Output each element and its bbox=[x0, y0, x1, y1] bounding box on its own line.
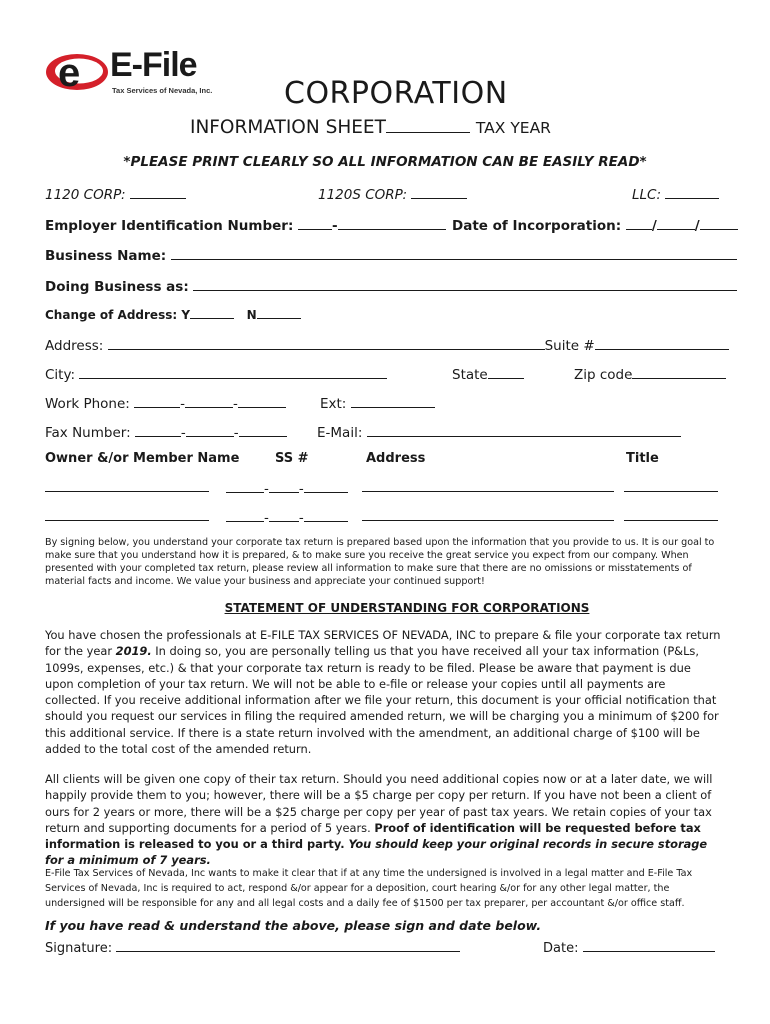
email-label: E-Mail: bbox=[317, 425, 363, 441]
sign-instruction: If you have read & understand the above, please sign and date below. bbox=[45, 918, 542, 933]
address-row bbox=[45, 336, 729, 354]
owner-address-header: Address bbox=[366, 451, 426, 466]
owner-2-ss-part-2[interactable] bbox=[269, 508, 299, 522]
page-subtitle bbox=[190, 116, 551, 138]
corp-1120-label: 1120 CORP: bbox=[45, 187, 126, 203]
change-address-no-label: N bbox=[246, 308, 257, 322]
llc-field[interactable] bbox=[665, 185, 719, 199]
signature-label: Signature: bbox=[45, 941, 113, 956]
business-name-row bbox=[45, 246, 737, 264]
signature-row bbox=[45, 938, 460, 956]
city-row bbox=[45, 365, 387, 383]
fax-area-field[interactable] bbox=[135, 423, 181, 437]
date-sep-2: / bbox=[694, 218, 700, 234]
ein-dash: - bbox=[332, 218, 338, 234]
fax-line-field[interactable] bbox=[239, 423, 287, 437]
owner-1-address-field[interactable] bbox=[362, 491, 614, 492]
owner-1-ss-row bbox=[226, 479, 348, 497]
tax-year-field[interactable] bbox=[386, 116, 470, 133]
fax-dash-1: - bbox=[180, 425, 186, 441]
change-address-label: Change of Address: Y bbox=[45, 308, 191, 322]
statement-paragraph-1 bbox=[45, 627, 723, 757]
work-phone-area-field[interactable] bbox=[134, 394, 180, 408]
owner-2-ss-part-1[interactable] bbox=[226, 508, 264, 522]
work-phone-dash-2: - bbox=[233, 396, 238, 412]
owner-2-ss-part-3[interactable] bbox=[304, 508, 348, 522]
page-title: CORPORATION bbox=[284, 76, 508, 111]
ext-label: Ext: bbox=[320, 396, 347, 412]
email-row bbox=[317, 423, 681, 441]
p2-year: 2019. bbox=[115, 644, 152, 659]
fax-dash-2: - bbox=[233, 425, 239, 441]
incorporation-day-field[interactable] bbox=[657, 216, 695, 230]
owner-1-ss-part-3[interactable] bbox=[304, 479, 348, 493]
state-label: State bbox=[452, 367, 488, 383]
zip-field[interactable] bbox=[632, 365, 726, 379]
dba-label: Doing Business as: bbox=[45, 279, 189, 295]
corp-1120s-field[interactable] bbox=[411, 185, 467, 199]
change-address-row bbox=[45, 307, 301, 322]
incorporation-date-row bbox=[452, 216, 738, 234]
owner-2-address-field[interactable] bbox=[362, 520, 614, 521]
owner-2-ss-dash-1: - bbox=[264, 510, 269, 526]
owner-2-ss-dash-2: - bbox=[298, 510, 304, 526]
dba-field[interactable] bbox=[193, 277, 737, 291]
fax-label: Fax Number: bbox=[45, 425, 131, 441]
p3-text-a: All clients will be given one copy of their tax return. Should you need additional copies now or at a later date, we will happily provide them to you; however, there will be a $5 charge per copy per return. If you have not been a client of ours for 2 years or more, there will be a $25 charge per copy per year of past tax years. We retain copies of your tax return and supporting documents for a period of 5 years. bbox=[45, 772, 713, 835]
subtitle-text: INFORMATION SHEET bbox=[190, 117, 386, 138]
ein-field-prefix[interactable] bbox=[298, 216, 332, 230]
p2-text-b: In doing so, you are personally telling us that you have received all your tax information (P&Ls, 1099s, expenses, etc.) & that your corporate tax return is ready to be filed. Please be aware that payment is due upon completion of your tax return. We will not be able to e-file or release your copies until all payments are collected. If you receive additional information after we file your return, this document is your official notification that should you request our services in filing the required amended return, we will be charging you a minimum of $200 for this additional service. If there is a state return involved with the amendment, an additional charge of $100 will be added to the total cost of the amended return. bbox=[45, 644, 719, 757]
efile-logo-mark bbox=[44, 50, 114, 92]
city-field[interactable] bbox=[79, 365, 387, 379]
ein-row bbox=[45, 216, 446, 234]
p2-text-a: You have chosen the professionals at E-FILE TAX SERVICES OF NEVADA, INC to prepare & file your corporate tax return for the year bbox=[45, 628, 721, 659]
owner-2-name-field[interactable] bbox=[45, 520, 209, 521]
zip-label: Zip code bbox=[574, 367, 633, 383]
owner-title-header: Title bbox=[626, 451, 659, 466]
email-field[interactable] bbox=[367, 423, 681, 437]
signing-disclaimer: By signing below, you understand your corporate tax return is prepared based upon the information that you provide to us. It is our goal to make sure that you understand how it is prepared, & to make sure you receive the great service you expect from our company. When presented with your completed tax return, please review all information to make sure that there are no omissions or misstatements of material facts and income. We value your business and appreciate your continued support! bbox=[45, 537, 715, 587]
tax-year-label: TAX YEAR bbox=[475, 119, 551, 137]
owner-1-ss-part-2[interactable] bbox=[269, 479, 299, 493]
business-name-label: Business Name: bbox=[45, 248, 167, 264]
dba-row bbox=[45, 277, 737, 295]
logo-wordmark: E-File bbox=[110, 46, 197, 84]
svg-text:e: e bbox=[58, 51, 81, 92]
owner-2-ss-row bbox=[226, 508, 348, 526]
signature-field[interactable] bbox=[116, 938, 460, 952]
change-address-yes-field[interactable] bbox=[190, 307, 234, 319]
print-clearly-notice: *PLEASE PRINT CLEARLY SO ALL INFORMATION CAN BE EASILY READ* bbox=[123, 154, 647, 170]
incorporation-month-field[interactable] bbox=[626, 216, 652, 230]
ext-row bbox=[320, 394, 435, 412]
llc-row bbox=[632, 185, 719, 203]
corp-1120s-label: 1120S CORP: bbox=[318, 187, 408, 203]
p3-bold-italic: You should keep your original records in secure storage for a minimum of 7 years. bbox=[45, 837, 708, 868]
owner-ss-header: SS # bbox=[275, 451, 309, 466]
work-phone-prefix-field[interactable] bbox=[185, 394, 233, 408]
zip-row bbox=[574, 365, 726, 383]
suite-label: Suite # bbox=[544, 338, 595, 354]
owner-1-ss-part-1[interactable] bbox=[226, 479, 264, 493]
ein-label: Employer Identification Number: bbox=[45, 218, 294, 234]
ext-field[interactable] bbox=[351, 394, 435, 408]
owner-1-ss-dash-1: - bbox=[264, 481, 269, 497]
work-phone-label: Work Phone: bbox=[45, 396, 130, 412]
incorporation-date-label: Date of Incorporation: bbox=[452, 218, 622, 234]
date-row bbox=[543, 938, 715, 956]
work-phone-line-field[interactable] bbox=[238, 394, 286, 408]
city-label: City: bbox=[45, 367, 76, 383]
state-field[interactable] bbox=[488, 365, 524, 379]
corp-1120-row bbox=[45, 185, 186, 203]
suite-field[interactable] bbox=[595, 336, 729, 350]
owner-1-title-field[interactable] bbox=[624, 491, 718, 492]
owner-1-ss-dash-2: - bbox=[298, 481, 304, 497]
fax-row bbox=[45, 423, 287, 441]
legal-matter-paragraph: E-File Tax Services of Nevada, Inc wants to make it clear that if at any time the undersigned is involved in a legal matter and E-File Tax Services of Nevada, Inc is required to act, respond &/or appear for a deposition, court hearing &/or for any other legal matter, the undersigned will be responsible for any and all legal costs and a daily fee of $1500 per tax preparer, per accountant &/or office staff. bbox=[45, 868, 693, 909]
change-address-no-field[interactable] bbox=[257, 307, 301, 319]
date-label: Date: bbox=[543, 941, 579, 956]
date-sep-1: / bbox=[651, 218, 657, 234]
incorporation-year-field[interactable] bbox=[700, 216, 738, 230]
statement-title: STATEMENT OF UNDERSTANDING FOR CORPORATIONS bbox=[224, 601, 590, 615]
address-label: Address: bbox=[45, 338, 104, 354]
fax-prefix-field[interactable] bbox=[186, 423, 234, 437]
work-phone-row bbox=[45, 394, 286, 412]
work-phone-dash-1: - bbox=[180, 396, 186, 412]
corp-1120s-row bbox=[318, 185, 467, 203]
owner-1-name-field[interactable] bbox=[45, 491, 209, 492]
owner-name-header: Owner &/or Member Name bbox=[45, 451, 240, 466]
logo-tagline: Tax Services of Nevada, Inc. bbox=[112, 86, 213, 95]
llc-label: LLC: bbox=[632, 187, 662, 203]
ein-field-suffix[interactable] bbox=[338, 216, 446, 230]
state-row bbox=[452, 365, 524, 383]
address-field[interactable] bbox=[108, 336, 545, 350]
business-name-field[interactable] bbox=[171, 246, 737, 260]
date-field[interactable] bbox=[583, 938, 715, 952]
owner-2-title-field[interactable] bbox=[624, 520, 718, 521]
p3-bold: Proof of identification will be requested before tax information is released to you or a third party. bbox=[45, 820, 701, 852]
statement-paragraph-2 bbox=[45, 771, 723, 869]
corp-1120-field[interactable] bbox=[130, 185, 186, 199]
